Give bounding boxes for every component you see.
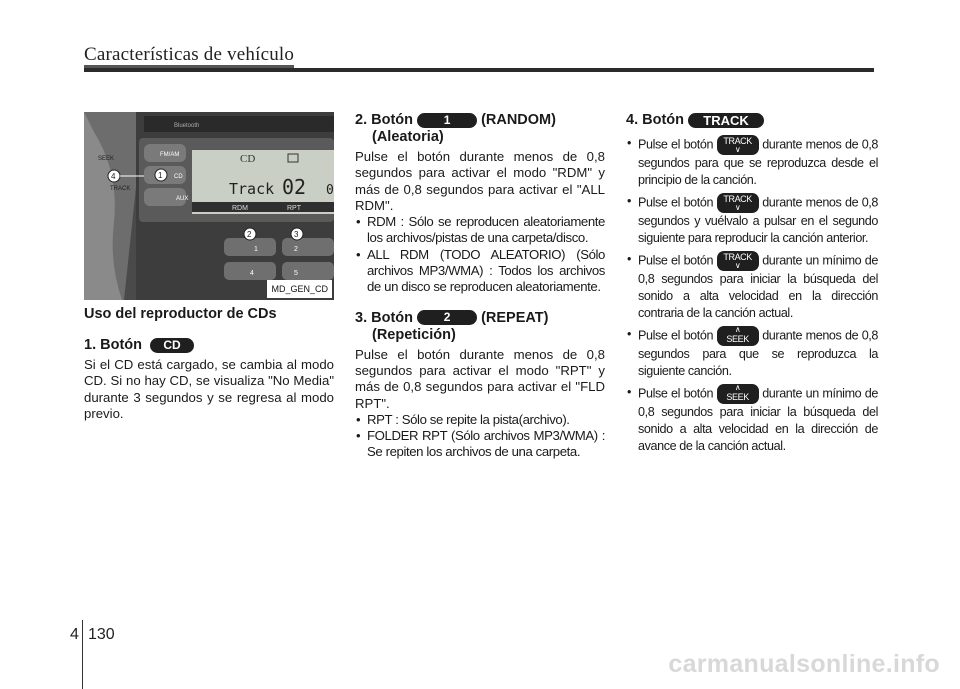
chapter-number: 4 [70,626,79,643]
seek-chip-icon [717,326,759,346]
list-item: • RDM : Sólo se reproducen aleatoriamente los archivos/pistas de una carpeta/disco. [355,214,605,247]
section-title: Uso del reproductor de CDs [84,306,277,322]
bullet-pre: Pulse el botón [638,386,714,401]
header-title: Características de vehículo [84,44,295,65]
display-track-number-cut: 0 [326,183,334,198]
button-2-icon: 2 [417,310,477,325]
chip-label: SEEK [726,334,749,344]
item3-heading [355,310,605,344]
column-2 [355,112,605,461]
item3-bullets [355,412,605,461]
item4-heading [626,112,878,129]
bullet-post: durante menos de 0,8 segundos y vuélvalo a pulsar en el segundo siguiente para reproducir la canción anterior. [638,195,879,245]
item2-suffix: (RANDOM) [481,112,556,128]
track-label: TRACK [110,186,131,192]
item3-title: 3. Botón [355,309,413,326]
chip-label: TRACK [723,252,752,262]
chevron-up-icon: ∧ [734,383,741,392]
aux-label: AUX [176,196,189,202]
chip-label: SEEK [726,392,749,402]
list-item [626,326,878,380]
display-track-number: 02 [282,175,307,199]
track-chip-icon [717,135,759,155]
list-item [626,135,878,189]
callout-4-text: 4 [111,172,116,181]
chevron-down-icon: ∨ [734,203,741,212]
chip-label: TRACK [723,194,752,204]
item2-title: 2. Botón [355,112,413,128]
column-1 [84,112,334,422]
list-item: • FOLDER RPT (Sólo archivos MP3/WMA) : Se repiten los archivos de una carpeta. [355,428,605,461]
callout-3-text: 3 [294,230,299,239]
item3-text: Pulse el botón durante menos de 0,8 segundos para activar el modo "RPT" y más de 0,8 segundos para activar el "FLD RPT". [355,346,605,411]
list-item [626,384,878,455]
watermark: carmanualsonline.info [668,650,940,678]
cd-button-icon: CD [150,338,194,353]
button-1-icon: 1 [417,113,477,128]
seek-chip-icon [717,384,759,404]
item2-text: Pulse el botón durante menos de 0,8 segundos para activar el modo "RDM" y más de 0,8 segundos para activar el "ALL RDM". [355,149,605,213]
bullet-post: durante un mínimo de 0,8 segundos para iniciar la búsqueda del sonido a alta velocidad en la dirección de avance de la canción actual. [638,386,879,453]
list-item [626,193,878,247]
display-cd-text: CD [240,153,256,165]
bullet-post: durante menos de 0,8 segundos para que se reproduzca la siguiente canción. [638,328,879,378]
chip-label: TRACK [723,136,752,146]
chevron-down-icon: ∨ [734,261,741,270]
bullet-pre: Pulse el botón [638,137,714,152]
callout-1-text: 1 [158,171,163,180]
header-rule [84,68,874,72]
footer-divider [82,620,83,689]
seek-label: SEEK [98,156,115,162]
key-2-label: 2 [294,246,298,253]
track-chip-icon [717,193,759,213]
cd-player-photo [84,112,334,300]
callout-2-text: 2 [247,230,252,239]
item3-subtitle: (Repetición) [372,326,456,343]
key-4-label: 4 [250,270,254,277]
key-5-label: 5 [294,270,298,277]
chevron-down-icon: ∨ [734,145,741,154]
list-item [626,251,878,322]
fm-am-label: FM/AM [160,152,180,158]
display-track-text: Track [229,180,275,198]
bullet-pre: Pulse el botón [638,328,714,343]
track-chip-icon [717,251,759,271]
item4-title: 4. Botón [626,112,684,128]
bullet-pre: Pulse el botón [638,253,714,268]
item1-heading [84,337,334,354]
chevron-up-icon: ∧ [734,325,741,334]
key-1-label: 1 [254,246,258,253]
bullet-post: durante menos de 0,8 segundos para que se reproduzca desde el principio de la canción. [638,137,879,187]
bullet-post: durante un mínimo de 0,8 segundos para iniciar la búsqueda del sonido a alta velocidad en la dirección contraria de la canción actual. [638,253,879,320]
bluetooth-label: Bluetooth [174,123,200,129]
cd-player-illustration [84,112,334,300]
column-3 [626,112,878,455]
track-button-icon: TRACK [688,113,764,128]
item2-subtitle: (Aleatoria) [372,129,444,145]
item3-suffix: (REPEAT) [481,309,549,326]
figure-caption: MD_GEN_CD [267,280,332,298]
display-rpt: RPT [287,205,301,212]
item2-bullets [355,214,605,295]
item1-text: Si el CD está cargado, se cambia al modo CD. Si no hay CD, se visualiza "No Media" durante 3 segundos y se regresa al modo previo. [84,357,334,421]
display-rdm: RDM [232,205,248,212]
cd-key-label: CD [174,174,183,180]
list-item: • RPT : Sólo se repite la pista(archivo). [355,412,605,428]
item4-bullets [626,135,878,455]
item1-title: 1. Botón [84,337,142,353]
page-number: 130 [88,626,115,643]
bullet-pre: Pulse el botón [638,195,714,210]
list-item: • ALL RDM (TODO ALEATORIO) (Sólo archivos MP3/WMA) : Todos los archivos de un disco se reproducen aleatoriamente. [355,247,605,296]
item2-heading [355,112,605,146]
